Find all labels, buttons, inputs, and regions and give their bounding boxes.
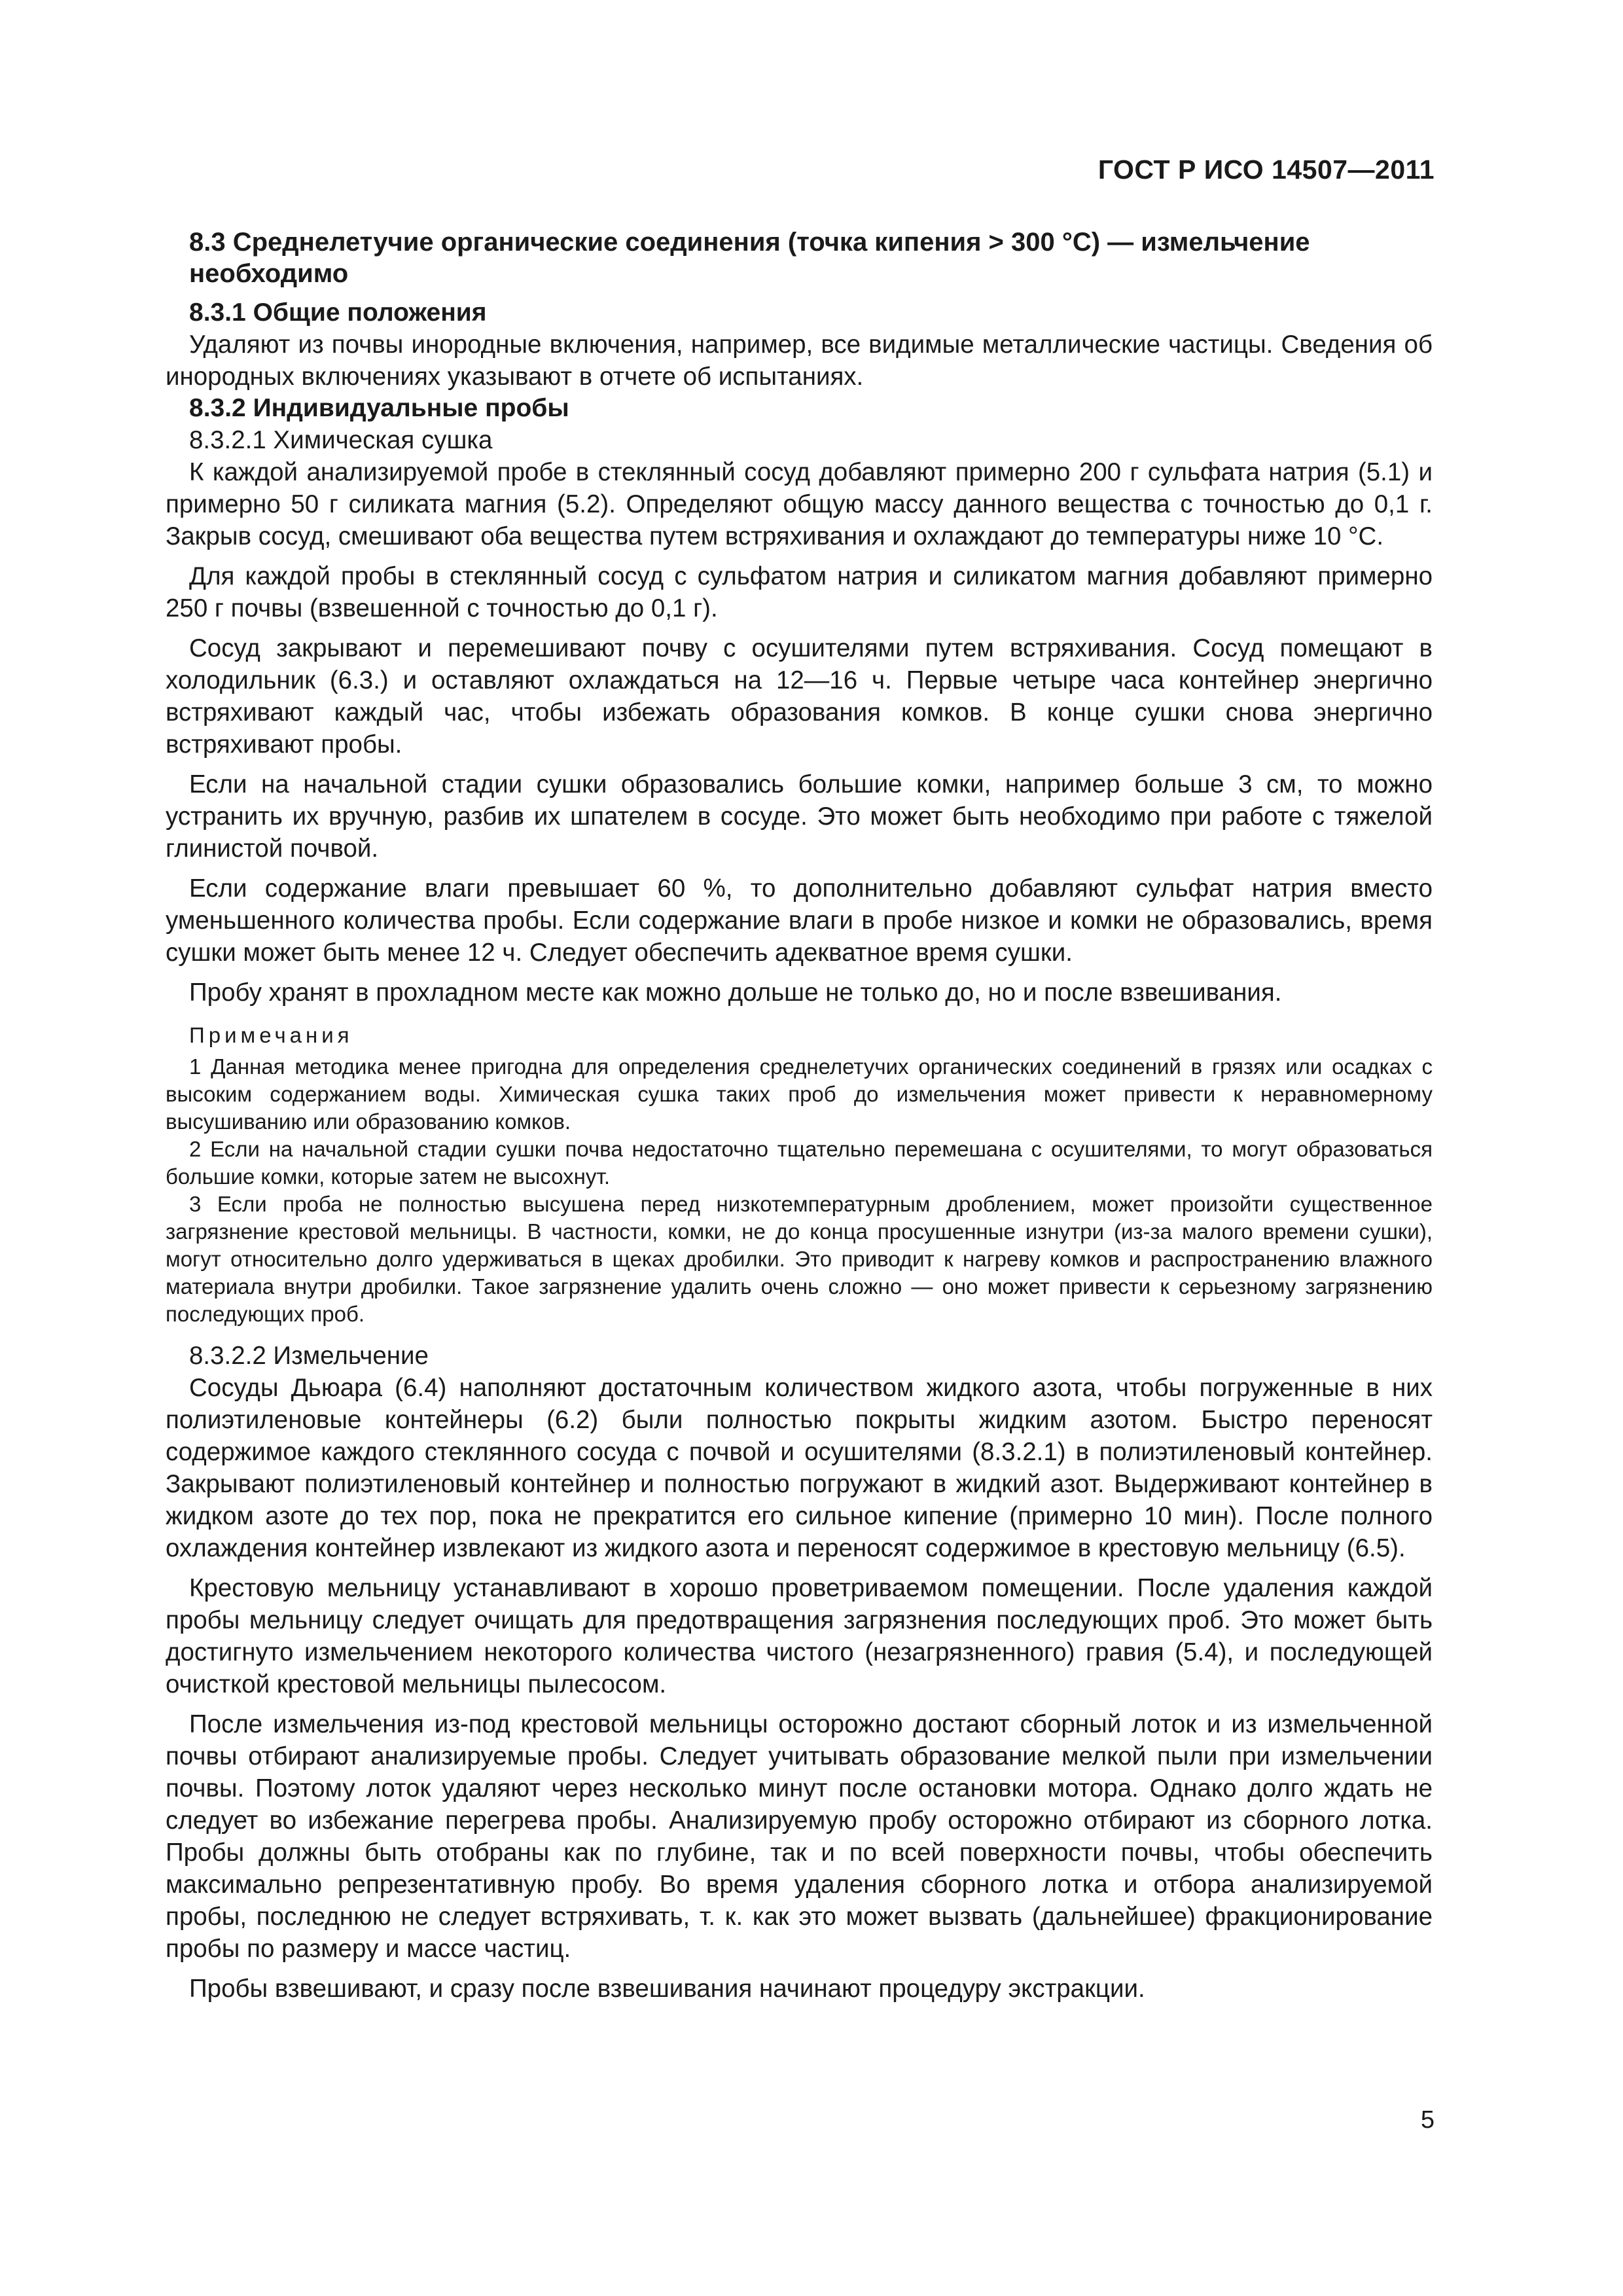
notes-title: Примечания	[189, 1023, 353, 1047]
note-item: 2 Если на начальной стадии сушки почва недостаточно тщательно перемешана с осушителями, то могут образоваться большие комки, которые затем не высохнут.	[166, 1137, 1433, 1189]
subsection-title-8-3-2-1: 8.3.2.1 Химическая сушка	[189, 426, 493, 454]
subsection-title-8-3-2: 8.3.2 Индивидуальные пробы	[189, 394, 569, 422]
subsection-title-8-3-2-2: 8.3.2.2 Измельчение	[189, 1342, 429, 1370]
page-content	[166, 226, 1433, 2005]
paragraph: Крестовую мельницу устанавливают в хорошо проветриваемом помещении. После удаления каждой пробы мельницу следует очищать для предотвращения загрязнения последующих проб. Это может быть достигнуто измельчением некоторого количества чистого (незагрязненного) гравия (5.4), и последующей очисткой крестовой мельницы пылесосом.	[166, 1574, 1433, 1698]
section-title: 8.3 Среднелетучие органические соединения (точка кипения > 300 °С) — измельчение необходимо	[189, 228, 1310, 288]
page-number: 5	[1420, 2106, 1435, 2134]
note-item: 1 Данная методика менее пригодна для определения среднелетучих органических соединений в грязях или осадках с высоким содержанием воды. Химическая сушка таких проб до измельчения может привести к неравномерному высушиванию или образованию комков.	[166, 1054, 1433, 1134]
document-header: ГОСТ Р ИСО 14507—2011	[1097, 154, 1435, 185]
paragraph: Удаляют из почвы инородные включения, например, все видимые металлические частицы. Сведения об инородных включениях указывают в отчете об испытаниях.	[166, 331, 1433, 391]
paragraph: Если на начальной стадии сушки образовались большие комки, например больше 3 см, то можно устранить их вручную, разбив их шпателем в сосуде. Это может быть необходимо при работе с тяжелой глинистой почвой.	[166, 770, 1433, 863]
paragraph: Если содержание влаги превышает 60 %, то дополнительно добавляют сульфат натрия вместо уменьшенного количества пробы. Если содержание влаги в пробе низкое и комки не образовались, время сушки может быть менее 12 ч. Следует обеспечить адекватное время сушки.	[166, 874, 1433, 967]
paragraph: После измельчения из-под крестовой мельницы осторожно достают сборный лоток и из измельченной почвы отбирают анализируемые пробы. Следует учитывать образование мелкой пыли при измельчении почвы. Поэтому лоток удаляют через несколько минут после остановки мотора. Однако долго ждать не следует во избежание перегрева пробы. Анализируемую пробу осторожно отбирают из сборного лотка. Пробы должны быть отобраны как по глубине, так и по всей поверхности почвы, чтобы обеспечить максимально репрезентативную пробу. Во время удаления сборного лотка и отбора анализируемой пробы, последнюю не следует встряхивать, т. к. как это может вызвать (дальнейшее) фракционирование пробы по размеру и массе частиц.	[166, 1710, 1433, 1963]
note-item: 3 Если проба не полностью высушена перед низкотемпературным дроблением, может произойти существенное загрязнение крестовой мельницы. В частности, комки, не до конца просушенные изнутри (из-за малого времени сушки), могут относительно долго удерживаться в щеках дробилки. Это приводит к нагреву комков и распространению влажного материала внутри дробилки. Такое загрязнение удалить очень сложно — оно может привести к серьезному загрязнению последующих проб.	[166, 1192, 1433, 1326]
paragraph: Для каждой пробы в стеклянный сосуд с сульфатом натрия и силикатом магния добавляют примерно 250 г почвы (взвешенной с точностью до 0,1 г).	[166, 562, 1433, 622]
paragraph: Пробы взвешивают, и сразу после взвешивания начинают процедуру экстракции.	[189, 1975, 1145, 2003]
notes-block	[166, 1022, 1433, 1328]
paragraph: Сосуды Дьюара (6.4) наполняют достаточным количеством жидкого азота, чтобы погруженные в них полиэтиленовые контейнеры (6.2) были полностью покрыты жидким азотом. Быстро переносят содержимое каждого стеклянного сосуда с почвой и осушителями (8.3.2.1) в полиэтиленовый контейнер. Закрывают полиэтиленовый контейнер и полностью погружают в жидкий азот. Выдерживают контейнер в жидком азоте до тех пор, пока не прекратится его сильное кипение (примерно 10 мин). После полного охлаждения контейнер извлекают из жидкого азота и переносят содержимое в крестовую мельницу (6.5).	[166, 1374, 1433, 1562]
paragraph: Сосуд закрывают и перемешивают почву с осушителями путем встряхивания. Сосуд помещают в холодильник (6.3.) и оставляют охлаждаться на 12—16 ч. Первые четыре часа контейнер энергично встряхивают каждый час, чтобы избежать образования комков. В конце сушки снова энергично встряхивают пробы.	[166, 634, 1433, 759]
subsection-title-8-3-1: 8.3.1 Общие положения	[189, 298, 487, 327]
paragraph: К каждой анализируемой пробе в стеклянный сосуд добавляют примерно 200 г сульфата натрия (5.1) и примерно 50 г силиката магния (5.2). Определяют общую массу данного вещества с точностью до 0,1 г. Закрыв сосуд, смешивают оба вещества путем встряхивания и охлаждают до температуры ниже 10 °С.	[166, 458, 1433, 550]
paragraph: Пробу хранят в прохладном месте как можно дольше не только до, но и после взвешивания.	[189, 978, 1282, 1007]
